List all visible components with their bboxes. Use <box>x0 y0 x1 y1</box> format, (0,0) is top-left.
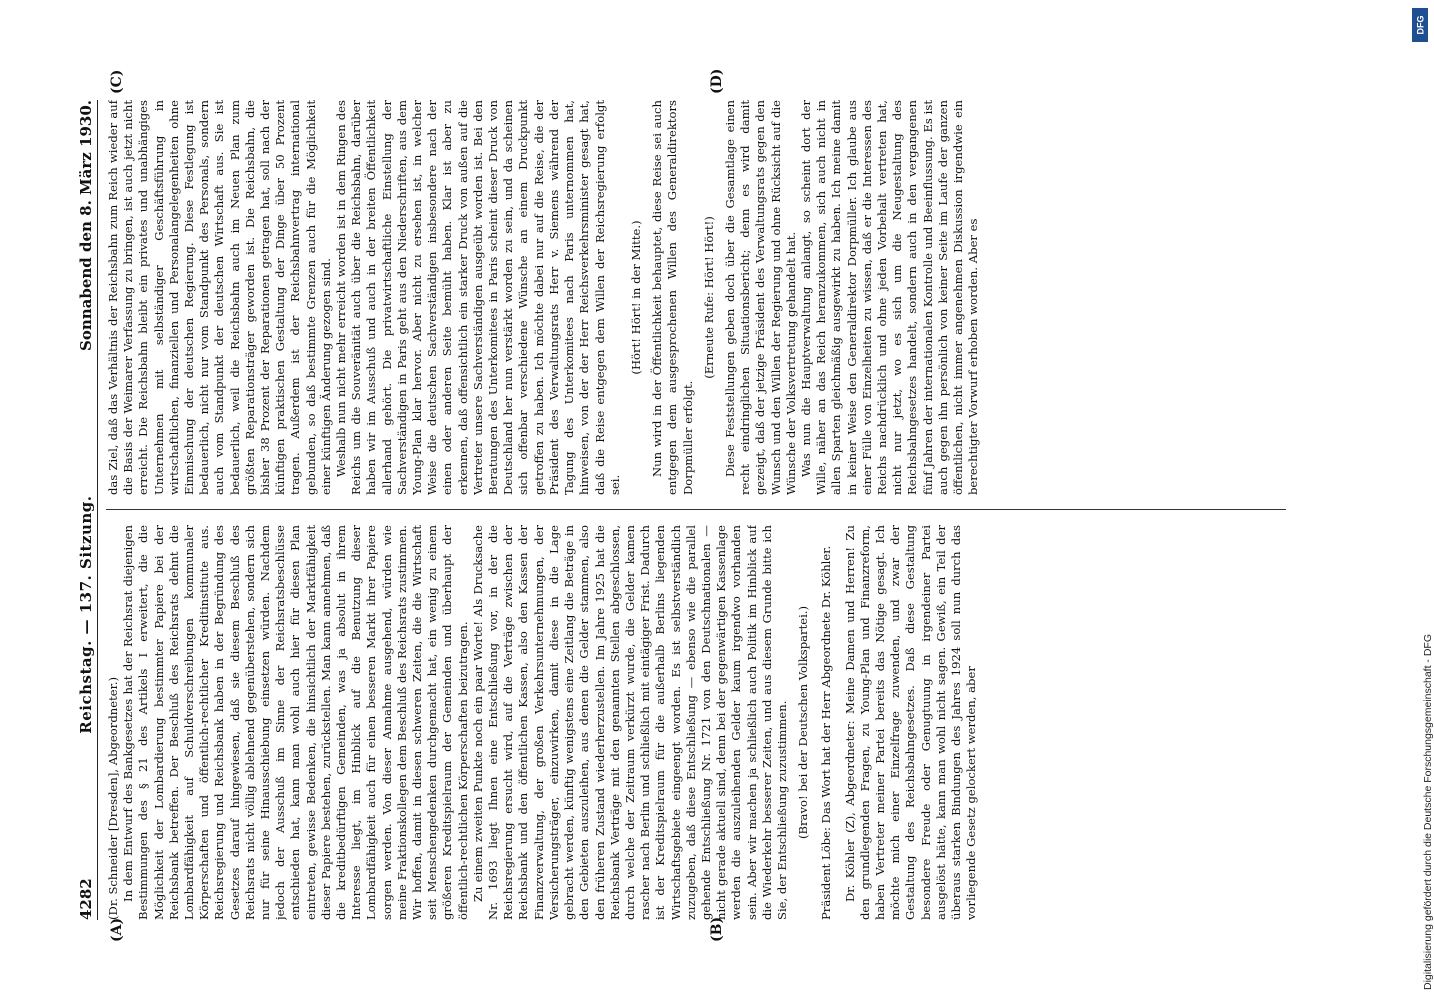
session-date: Sonnabend den 8. März 1930. <box>76 100 95 351</box>
text-columns <box>106 100 1326 920</box>
paragraph: das Ziel, daß das Verhältnis der Reichsbahn zum Reich wieder auf die Basis der Weimarer Verfassung zu bringen, ist auch jetzt nicht erreicht. Die Reichsbahn bleibt ein privates und unabhängiges Unternehmen mit selbständiger Geschäftsführung in wirtschaftlichen, finanziellen und Personalangelegenheiten ohne Einmischung der deutschen Regierung. Diese Festlegung ist bedauerlich, nicht nur vom Standpunkt des Personals, sondern auch vom Standpunkt der deutschen Wirtschaft aus. Sie ist bedauerlich, weil die Reichsbahn auch im Neuen Plan zum größten Reparationsträger geworden ist. Die Reichsbahn, die bisher 38 Prozent der Reparationen getragen hat, soll nach der künftigen praktischen Gestaltung der Dinge über 50 Prozent tragen. Außerdem ist der Reichsbahnvertrag international gebunden, so daß bestimmte Grenzen auch für die Möglichkeit einer künftigen Änderung gezogen sind. <box>106 100 333 495</box>
left-column <box>106 525 1326 920</box>
paragraph: Dr. Köhler (Z), Abgeordneter: Meine Damen und Herren! Zu den grundlegenden Fragen, zu Young-Plan und Finanzreform, haben Vertreter meiner Partei bereits das Nötige gesagt. Ich möchte mich einer Einzelfrage zuwenden, und zwar der Gestaltung des Reichsbahngesetzes. Daß diese Gestaltung besondere Freude oder Genugtuung in irgendeiner Partei ausgelöst hätte, kann man wohl nicht sagen. Gewiß, ein Teil der überaus starken Bindungen des Jahres 1924 soll nun durch das vorliegende Gesetz gelockert werden, aber <box>842 525 979 920</box>
page-header <box>70 100 98 920</box>
paragraph: Diese Feststellungen geben doch über die Gesamtlage einen recht eindringlichen Situationsbericht; denn es wird damit gezeigt, daß der jetzige Präsident des Verwaltungsrats gegen den Wunsch und den Willen der Regierung und ohne Rücksicht auf die Wünsche der Volksvertretung gehandelt hat. <box>722 100 798 495</box>
paragraph: Weshalb nun nicht mehr erreicht worden ist in dem Ringen des Reichs um die Souveränität auch über die Reichsbahn, darüber haben wir im Ausschuß und auch in der breiten Öffentlichkeit allerhand gehört. Die privatwirtschaftliche Einstellung der Sachverständigen in Paris geht aus den Niederschriften, aus dem Young-Plan klar hervor. Aber nicht zu ersehen ist, in welcher Weise die deutschen Sachverständigen insbesondere nach der einen oder anderen Seite bemüht haben. Klar ist aber zu erkennen, daß offensichtlich ein starker Druck von außen auf die Vertreter unsere Sachverständigen ausgeübt worden ist. Bei den Beratungen des Unterkomitees in Paris scheint dieser Druck von Deutschland her nun verstärkt worden zu sein, und da scheinen sich offenbar verschiedene Wünsche an einem Druckpunkt getroffen zu haben. Ich möchte dabei nur auf die Reise, die der Präsident des Verwaltungsrats Herr v. Siemens während der Tagung des Unterkomitees nach Paris unternommen hat, hinweisen, von der der Herr Reichsverkehrsminister gesagt hat, daß die Reise entgegen dem Willen der Reichsregierung erfolgt sei. <box>334 100 622 495</box>
right-column <box>106 100 1326 495</box>
page-number: 4282 <box>76 878 95 920</box>
paragraph: Nun wird in der Öffentlichkeit behauptet, diese Reise sei auch entgegen dem ausgesprochenen Willen des Generaldirektors Dorpmüller erfolgt. <box>650 100 695 495</box>
paragraph: In dem Entwurf des Bankgesetzes hat der Reichsrat diejenigen Bestimmungen des § 21 des Artikels I erweitert, die die Möglichkeit der Lombardierung bestimmter Papiere bei der Reichsbank betreffen. Der Beschluß des Reichsrats dehnt die Lombardfähigkeit auf Schuldverschreibungen kommunaler Körperschaften und öffentlich-rechtlicher Kreditinstitute aus. Reichsregierung und Reichsbank haben in der Begründung des Gesetzes darauf hingewiesen, daß sie diesem Beschluß des Reichsrats nicht völlig ablehnend gegenüberstehen, sondern sich nur für seine Hinausschiebung einsetzen würden. Nachdem jedoch der Ausschuß im Sinne der Reichsratsbeschlüsse entschieden hat, kann man wohl auch hier für diesen Plan eintreten, gewisse Bedenken, die hinsichtlich der Marktfähigkeit dieser Papiere bestehen, zurückstellen. Man kann annehmen, daß die kreditbedürftigen Gemeinden, was ja absolut in ihrem Interesse liegt, im Hinblick auf die Benutzung dieser Lombardfähigkeit auch für einen besseren Markt ihrer Papiere sorgen werden. Von dieser Annahme ausgehend, würden wie meine Fraktionskollegen dem Beschluß des Reichsrats zustimmen. Wir hoffen, damit in diesen schweren Zeiten, die die Wirtschaft seit Menschengedenken durchgemacht hat, ein wenig zu einem größeren Kreditspielraum der Gemeinden und überhaupt der öffentlich-rechtlichen Körperschaften beizutragen. <box>121 525 470 920</box>
running-title: Reichstag. — 137. Sitzung. <box>76 495 95 734</box>
margin-marker-a: (A) <box>109 917 125 942</box>
paragraph: (Bravo! bei der Deutschen Volkspartei.) <box>796 605 811 840</box>
margin-marker-d: (D) <box>709 68 725 94</box>
paragraph: Präsident Löbe: Das Wort hat der Herr Abgeordnete Dr. Köhler. <box>819 545 834 920</box>
digitization-credit: Digitalisierung gefördert durch die Deutsche Forschungsgemeinschaft - DFG <box>1422 633 1434 990</box>
margin-marker-b: (B) <box>709 916 725 942</box>
paragraph: Zu einem zweiten Punkte noch ein paar Worte! Als Drucksache Nr. 1693 liegt Ihnen eine Entschließung vor, in der die Reichsregierung ersucht wird, auf die Verträge zwischen der Reichsbank und den öffentlichen Kassen, also den Kassen der Finanzverwaltung, der großen Verkehrsunternehmungen, der Versicherungsträger, einzuwirken, damit diese in die Lage gebracht werden, künftig wenigstens eine Zeitlang die Beträge in den Gebieten auszuleihen, aus denen die Gelder stammen, also den früheren Zustand wiederherzustellen. Im Jahre 1925 hat die Reichsbank Verträge mit den genannten Stellen abgeschlossen, durch welche der Zeitraum verkürzt wurde, die Gelder kamen rascher nach Berlin und schließlich mit eintägiger Frist. Dadurch ist der Kreditspielraum für die außerhalb Berlins liegenden Wirtschaftsgebiete eingeengt worden. Es ist selbstverständlich zuzugeben, daß diese Entschließung — ebenso wie die parallel gehende Entschließung Nr. 1721 von den Deutschnationalen — nicht gerade aktuell sind, denn bei der gegenwärtigen Kassenlage werden die auszuleihenden Gelder kaum irgendwo vorhanden sein. Aber wir machen ja schließlich auch Politik im Hinblick auf die Wiederkehr besserer Zeiten, und aus diesem Grunde bitte ich Sie, der Entschließung zuzustimmen. <box>470 525 789 920</box>
paragraph: (Hört! Hört! in der Mitte.) <box>628 220 643 375</box>
paragraph: (Erneute Rufe: Hört! Hört!) <box>701 216 716 379</box>
margin-marker-c: (C) <box>109 69 125 94</box>
dfg-logo: DFG <box>1412 8 1428 42</box>
paragraph: (Dr. Schneider [Dresden], Abgeordneter.) <box>106 676 120 920</box>
paragraph: Was nun die Hauptverwaltung anlangt, so scheint dort der Wille, näher an das Reich heranzukommen, sich auch nicht in allen Sparten gleichmäßig ausgewirkt zu haben. Ich meine damit in keiner Weise den Generaldirektor Dorpmüller. Ich glaube aus einer Fülle von Einzelheiten zu wissen, daß er die Interessen des Reichs nachdrücklich und ohne jeden Vorbehalt vertreten hat, nicht nur jetzt, wo es sich um die Neugestaltung des Reichsbahngesetzes handelt, sondern auch in den vergangenen fünf Jahren der internationalen Kontrolle und Beeinflussung. Es ist auch gegen ihn persönlich von keiner Seite im Laufe der ganzen öffentlichen, nicht immer angenehmen Diskussion irgendwie ein berechtigter Vorwurf erhoben worden. Aber es <box>798 100 981 495</box>
document-page <box>70 68 1330 942</box>
column-divider <box>106 509 1286 510</box>
